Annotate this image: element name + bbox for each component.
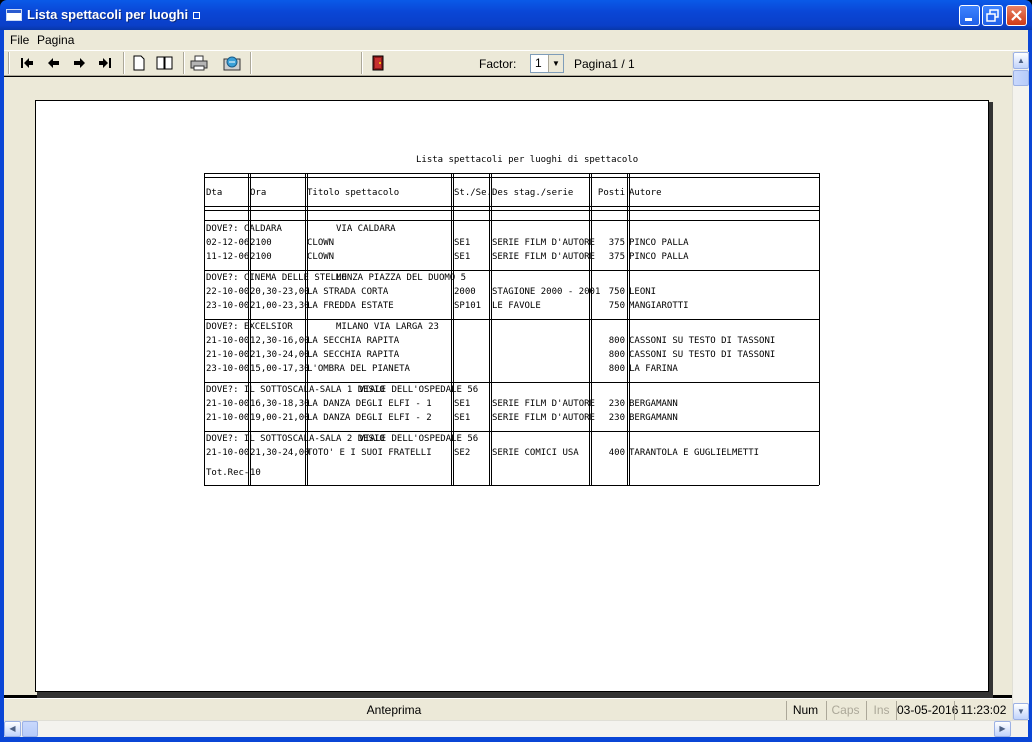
table-cell: 21-10-00 <box>206 448 250 458</box>
table-cell: BERGAMANN <box>629 413 678 423</box>
table-rule <box>204 220 819 221</box>
table-cell: 230 <box>608 413 625 423</box>
column-header: Autore <box>629 188 662 198</box>
title-indicator-icon <box>193 12 200 19</box>
column-header: Dta <box>206 188 223 198</box>
table-cell: BERGAMANN <box>629 399 678 409</box>
report-page <box>35 100 989 692</box>
window-icon[interactable] <box>6 9 22 21</box>
column-rule <box>627 173 628 485</box>
horizontal-scroll-thumb[interactable] <box>22 721 38 737</box>
table-cell: LA STRADA CORTA <box>307 287 389 297</box>
column-rule <box>629 173 630 485</box>
table-cell: SERIE FILM D'AUTORE <box>492 252 595 262</box>
table-cell: SE1 <box>454 252 471 262</box>
table-cell: SERIE FILM D'AUTORE <box>492 413 595 423</box>
table-rule <box>204 210 819 211</box>
window-frame-bottom <box>0 737 1032 742</box>
toolbar-separator <box>183 52 185 74</box>
status-time: 11:23:02 <box>954 701 1012 720</box>
group-location: DOVE?: CALDARA <box>206 224 282 234</box>
table-cell: 21,30-24,00 <box>250 448 310 458</box>
column-rule <box>489 173 490 485</box>
table-cell: TARANTOLA E GUGLIELMETTI <box>629 448 760 458</box>
group-address: VIALE DELL'OSPEDALE 56 <box>359 434 479 444</box>
column-header: Ora <box>250 188 267 198</box>
print-button[interactable] <box>189 54 209 72</box>
table-cell: SERIE COMICI USA <box>492 448 579 458</box>
single-page-button[interactable] <box>129 54 149 72</box>
table-cell: 21,00-23,30 <box>250 301 310 311</box>
group-address: MILANO VIA LARGA 23 <box>336 322 439 332</box>
close-button[interactable] <box>1006 5 1027 26</box>
last-page-button[interactable] <box>95 54 115 72</box>
status-bar <box>4 698 1012 720</box>
table-cell: 23-10-00 <box>206 301 250 311</box>
menu-pagina[interactable]: Pagina <box>37 33 75 47</box>
table-cell: 22-10-00 <box>206 287 250 297</box>
table-cell: LEONI <box>629 287 657 297</box>
single-page-icon <box>131 55 147 71</box>
toolbar-separator <box>123 52 125 74</box>
report-title: Lista spettacoli per luoghi di spettacolo <box>416 155 639 165</box>
table-cell: CLOWN <box>307 252 335 262</box>
table-cell: 750 <box>608 301 625 311</box>
group-location: DOVE?: CINEMA DELLE STELLE <box>206 273 347 283</box>
horizontal-scrollbar[interactable] <box>4 720 1028 737</box>
group-location: DOVE?: IL SOTTOSCALA-SALA 2 DESIO <box>206 434 385 444</box>
table-cell: 19,00-21,00 <box>250 413 310 423</box>
prev-page-button[interactable] <box>44 54 64 72</box>
table-cell: 230 <box>608 399 625 409</box>
status-ins: Ins <box>866 701 896 720</box>
column-header: Posti <box>597 188 625 198</box>
last-page-icon <box>97 56 113 70</box>
prev-page-icon <box>46 56 62 70</box>
scroll-thumb[interactable] <box>1013 70 1029 86</box>
table-cell: 400 <box>608 448 625 458</box>
scroll-up-button[interactable]: ▲ <box>1013 52 1029 69</box>
table-rule <box>204 270 819 271</box>
table-cell: CLOWN <box>307 238 335 248</box>
minimize-button[interactable] <box>959 5 980 26</box>
vertical-scrollbar[interactable] <box>1012 52 1029 720</box>
status-num: Num <box>786 701 824 720</box>
table-cell: 20,30-23,00 <box>250 287 310 297</box>
chevron-down-icon[interactable]: ▼ <box>548 55 563 72</box>
table-cell: LA FREDDA ESTATE <box>307 301 394 311</box>
table-cell: 2100 <box>250 238 272 248</box>
table-cell: 375 <box>608 238 625 248</box>
table-cell: SERIE FILM D'AUTORE <box>492 399 595 409</box>
table-cell: 21-10-00 <box>206 336 250 346</box>
table-cell: LE FAVOLE <box>492 301 541 311</box>
table-cell: 2000 <box>454 287 476 297</box>
table-cell: 23-10-00 <box>206 364 250 374</box>
table-cell: SP101 <box>454 301 482 311</box>
toolbar-separator <box>8 52 10 74</box>
table-cell: CASSONI SU TESTO DI TASSONI <box>629 350 776 360</box>
column-rule <box>819 173 820 485</box>
restore-icon <box>983 6 1002 25</box>
exit-icon <box>370 55 386 71</box>
status-date: 03-05-2016 <box>896 701 952 720</box>
scroll-right-button[interactable]: ▶ <box>994 721 1011 737</box>
table-rule <box>204 431 819 432</box>
table-cell: SE1 <box>454 238 471 248</box>
table-cell: 21-10-00 <box>206 399 250 409</box>
column-header: St./Se. <box>454 188 492 198</box>
table-cell: LA SECCHIA RAPITA <box>307 350 400 360</box>
column-rule <box>204 173 205 485</box>
group-address: VIALE DELL'OSPEDALE 56 <box>359 385 479 395</box>
table-rule <box>204 382 819 383</box>
group-location: DOVE?: EXCELSIOR <box>206 322 293 332</box>
window-title: Lista spettacoli per luoghi <box>27 7 200 22</box>
status-caps: Caps <box>826 701 864 720</box>
table-cell: 21-10-00 <box>206 413 250 423</box>
table-cell: LA DANZA DEGLI ELFI - 2 <box>307 413 432 423</box>
factor-select[interactable] <box>530 54 564 73</box>
table-cell: 800 <box>608 336 625 346</box>
scroll-left-button[interactable]: ◀ <box>4 721 21 737</box>
column-rule <box>307 173 308 485</box>
title-bar[interactable] <box>0 0 1032 30</box>
table-rule <box>204 206 819 207</box>
two-pages-button[interactable] <box>155 54 175 72</box>
print-icon <box>190 55 208 71</box>
column-rule <box>453 173 454 485</box>
table-rule <box>204 485 819 486</box>
toolbar-separator <box>250 52 252 74</box>
table-cell: 21,30-24,00 <box>250 350 310 360</box>
toolbar <box>4 50 1028 76</box>
column-rule <box>491 173 492 485</box>
column-rule <box>250 173 251 485</box>
column-header: Des stag./serie <box>492 188 574 198</box>
column-rule <box>589 173 590 485</box>
factor-value: 1 <box>535 56 542 70</box>
table-cell: L'OMBRA DEL PIANETA <box>307 364 410 374</box>
factor-label: Factor: <box>479 57 517 71</box>
table-cell: TOTO' E I SUOI FRATELLI <box>307 448 432 458</box>
page-indicator: Pagina1 / 1 <box>574 57 635 71</box>
table-cell: PINCO PALLA <box>629 252 689 262</box>
column-rule <box>451 173 452 485</box>
table-cell: 800 <box>608 350 625 360</box>
table-cell: SE1 <box>454 413 471 423</box>
table-cell: LA DANZA DEGLI ELFI - 1 <box>307 399 432 409</box>
group-address: MONZA PIAZZA DEL DUOMO 5 <box>336 273 467 283</box>
table-cell: 11-12-06 <box>206 252 250 262</box>
table-cell: SE1 <box>454 399 471 409</box>
column-rule <box>305 173 306 485</box>
column-rule <box>591 173 592 485</box>
first-page-icon <box>19 56 35 70</box>
group-address: VIA CALDARA <box>336 224 396 234</box>
table-cell: CASSONI SU TESTO DI TASSONI <box>629 336 776 346</box>
export-icon <box>223 55 241 71</box>
close-icon <box>1007 6 1026 25</box>
next-page-button[interactable] <box>69 54 89 72</box>
table-cell: MANGIAROTTI <box>629 301 689 311</box>
table-cell: STAGIONE 2000 - 2001 <box>492 287 601 297</box>
minimize-icon <box>960 6 979 25</box>
table-cell: SERIE FILM D'AUTORE <box>492 238 595 248</box>
table-cell: LA FARINA <box>629 364 678 374</box>
export-button[interactable] <box>222 54 242 72</box>
table-cell: 750 <box>608 287 625 297</box>
total-label: Tot.Rec- <box>206 468 250 478</box>
restore-button[interactable] <box>982 5 1003 26</box>
exit-button[interactable] <box>368 54 388 72</box>
table-cell: LA SECCHIA RAPITA <box>307 336 400 346</box>
menu-bar <box>4 30 1028 50</box>
group-location: DOVE?: IL SOTTOSCALA-SALA 1 DESIO <box>206 385 385 395</box>
table-cell: 15,00-17,30 <box>250 364 310 374</box>
table-cell: 2100 <box>250 252 272 262</box>
table-rule <box>204 177 819 178</box>
table-cell: 16,30-18,30 <box>250 399 310 409</box>
table-cell: 02-12-06 <box>206 238 250 248</box>
next-page-icon <box>71 56 87 70</box>
column-header: Titolo spettacolo <box>307 188 400 198</box>
table-cell: 800 <box>608 364 625 374</box>
toolbar-separator <box>361 52 363 74</box>
first-page-button[interactable] <box>17 54 37 72</box>
scroll-down-button[interactable]: ▼ <box>1013 703 1029 720</box>
table-cell: 375 <box>608 252 625 262</box>
table-cell: 21-10-00 <box>206 350 250 360</box>
table-cell: SE2 <box>454 448 471 458</box>
table-rule <box>204 319 819 320</box>
column-rule <box>248 173 249 485</box>
table-rule <box>204 173 819 174</box>
two-pages-icon <box>156 55 174 71</box>
table-cell: PINCO PALLA <box>629 238 689 248</box>
status-mode: Anteprima <box>366 703 422 717</box>
preview-area <box>4 77 1012 695</box>
total-value: 10 <box>250 468 261 478</box>
menu-file[interactable]: File <box>10 33 30 47</box>
table-cell: 12,30-16,00 <box>250 336 310 346</box>
